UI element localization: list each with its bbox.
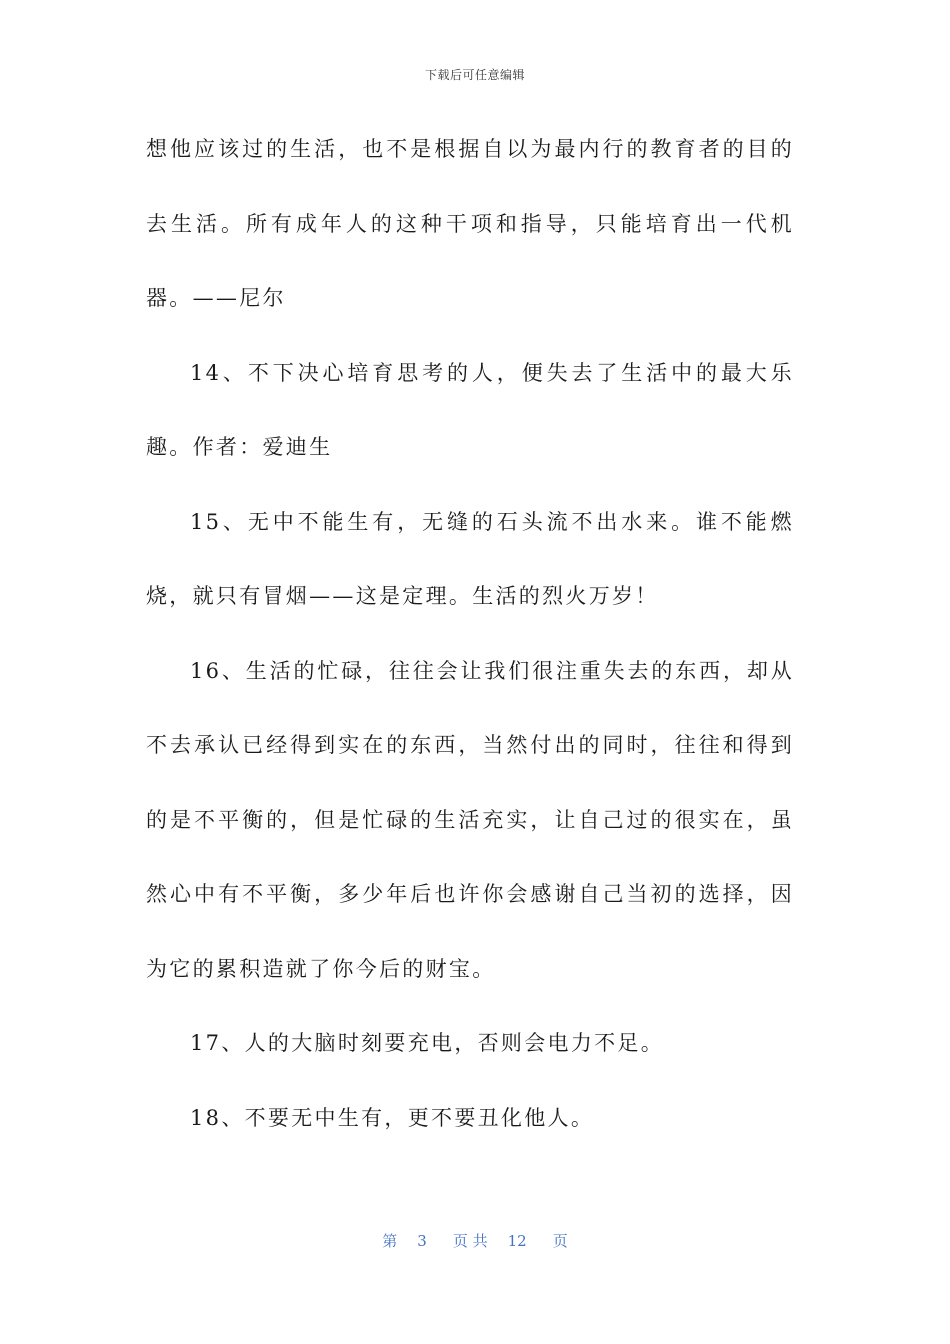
- footer-current-page: 3: [417, 1232, 427, 1250]
- footer-end-label: 页: [552, 1232, 568, 1250]
- paragraph-18: 18、不要无中生有，更不要丑化他人。: [190, 1105, 595, 1130]
- paragraph-14: 14、不下决心培育思考的人，便失去了生活中的最大乐趣。作者：爱迪生: [146, 360, 794, 459]
- paragraph-15: 15、无中不能生有，无缝的石头流不出水来。谁不能燃烧，就只有冒烟——这是定理。生活的烈火万岁！: [146, 509, 794, 608]
- footer-of-label: 页 共: [452, 1232, 488, 1250]
- paragraph-16: 16、生活的忙碌，往往会让我们很注重失去的东西，却从不去承认已经得到实在的东西，当然付出的同时，往往和得到的是不平衡的，但是忙碌的生活充实，让自己过的很实在，虽然心中有不平衡，多少年后也许你会感谢自己当初的选择，因为它的累积造就了你今后的财宝。: [146, 658, 794, 981]
- footer-page-label: 第: [382, 1232, 398, 1250]
- page-footer: [0, 1230, 950, 1251]
- footer-total-pages: 12: [507, 1232, 527, 1250]
- paragraph-17: 17、人的大脑时刻要充电，否则会电力不足。: [190, 1031, 665, 1055]
- document-body: [146, 112, 794, 1155]
- paragraph-continuation: 想他应该过的生活，也不是根据自以为最内行的教育者的目的去生活。所有成年人的这种干项和指导，只能培育出一代机器。——尼尔: [146, 137, 794, 310]
- page-header: 下载后可任意编辑: [424, 68, 525, 82]
